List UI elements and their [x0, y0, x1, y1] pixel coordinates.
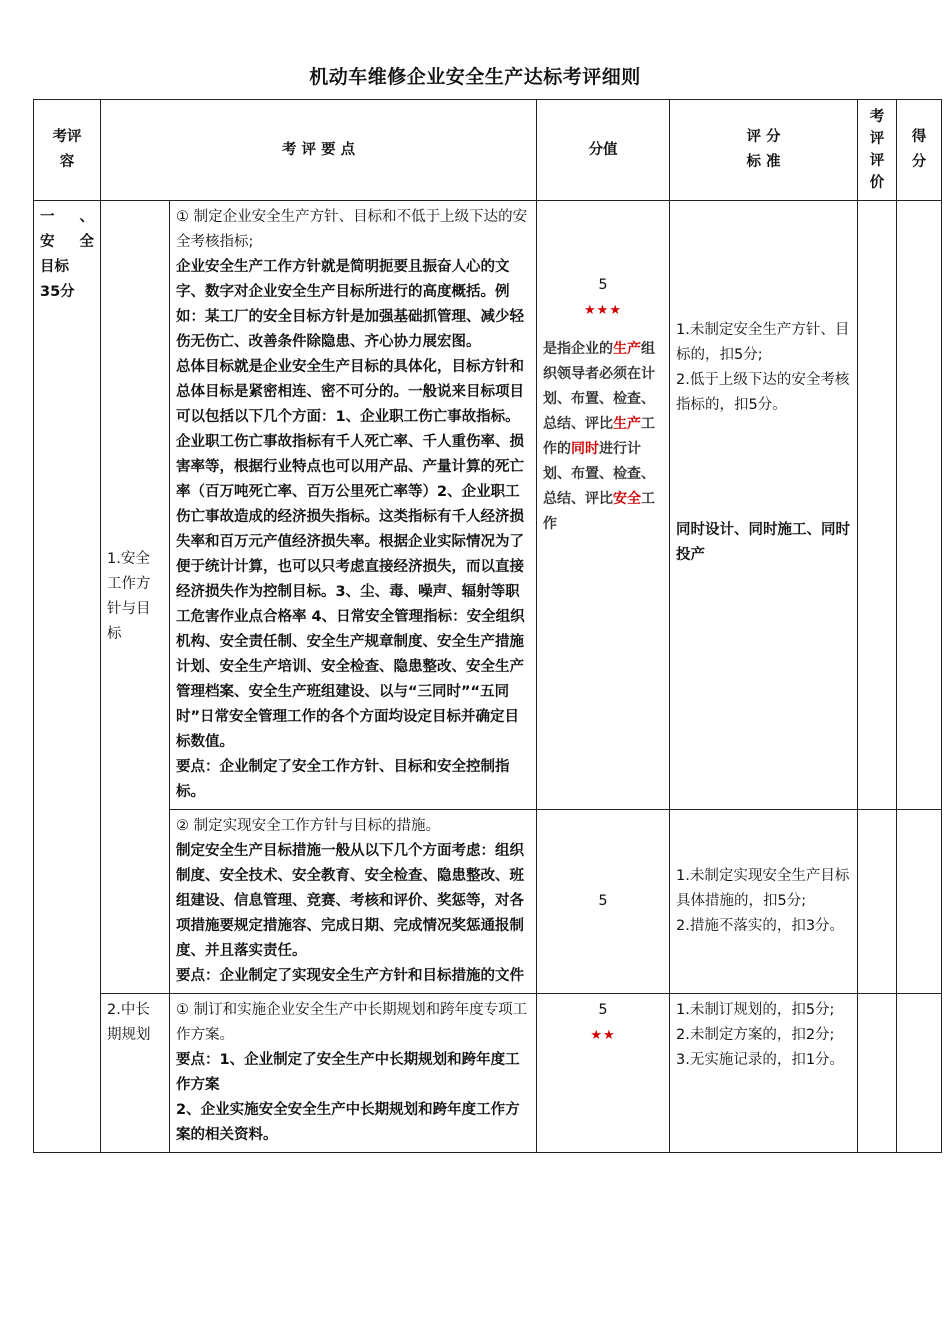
point-cell: ① 制订和实施企业安全生产中长期规划和跨年度专项工作方案。 要点：1、企业制定了安全生产中长期规划和跨年度工作方案 2、企业实施安全安全生产中长期规划和跨年度工作方案的相关资料。 — [170, 994, 537, 1153]
header-score: 分值 — [537, 100, 670, 201]
score-cell — [537, 994, 670, 1153]
category-cell: 一 、 安 全 目标 35分 — [34, 201, 101, 1153]
header-category: 考评容 — [34, 100, 101, 201]
table-row — [34, 201, 942, 810]
evaluation-cell[interactable] — [858, 201, 897, 810]
score-value: 5 — [598, 277, 608, 293]
result-cell[interactable] — [897, 810, 942, 994]
criteria-cell: 1.未制定实现安全生产目标具体措施的，扣5分; 2.措施不落实的，扣3分。 — [670, 810, 858, 994]
result-cell[interactable] — [897, 201, 942, 810]
evaluation-cell[interactable] — [858, 994, 897, 1153]
point-cell: ② 制定实现安全工作方针与目标的措施。 制定安全生产目标措施一般从以下几个方面考虑：组织制度、安全技术、安全教育、安全检查、隐患整改、班组建设、信息管理、竞赛、考核和评价、奖惩等，对各项措施要规定措施容、完成日期、完成情况奖惩通报制度、并且落实责任。 要点：企业制定了实现安全生产方针和目标措施的文件 — [170, 810, 537, 994]
evaluation-table — [33, 99, 942, 1153]
header-criteria: 评 分 标 准 — [670, 100, 858, 201]
point-cell: ① 制定企业安全生产方针、目标和不低于上级下达的安全考核指标; 企业安全生产工作方针就是简明扼要且振奋人心的文字、数字对企业安全生产目标所进行的高度概括。例如：某工厂的安全目标方针是加强基础抓管理、减少轻伤无伤亡、改善条件除隐患、齐心协力展宏图。 总体目标就是企业安全生产目标的具体化，目标方针和总体目标是紧密相连、密不可分的。一般说来目标项目可以包括以下几个方面：1、企业职工伤亡事故指标。企业职工伤亡事故指标有千人死亡率、千人重伤率、损害率等，根据行业特点也可以用产品、产量计算的死亡率（百万吨死亡率、百万公里死亡率等）2、企业职工伤亡事故造成的经济损失指标。这类指标有千人经济损失率和百万元产值经济损失率。根据企业实际情况为了便于统计计算，也可以只考虑直接经济损失，而以直接经济损失作为控制目标。3、尘、毒、噪声、辐射等职工危害作业点合格率 4、日常安全管理指标：安全组织机构、安全责任制、安全生产规章制度、安全生产措施计划、安全生产培训、安全检查、隐患整改、安全生产管理档案、安全生产班组建设、以与“三同时”“五同时”日常安全管理工作的各个方面均设定目标并确定目标数值。 要点：企业制定了安全工作方针、目标和安全控制指标。 — [170, 201, 537, 810]
header-result: 得分 — [897, 100, 942, 201]
star-rating: ★★★ — [584, 303, 622, 318]
table-row — [34, 994, 942, 1153]
criteria-note: 同时设计、同时施工、同时投产 — [676, 521, 850, 563]
score-value: 5 — [598, 893, 608, 909]
score-cell — [537, 810, 670, 994]
table-row — [34, 810, 942, 994]
subcategory-cell: 2.中长期规划 — [101, 994, 170, 1153]
criteria-cell: 1.未制定安全生产方针、目标的，扣5分; 2.低于上级下达的安全考核指标的，扣5分。 同时设计、同时施工、同时投产 — [670, 201, 858, 810]
header-points: 考 评 要 点 — [101, 100, 537, 201]
subcategory-cell: 1.安全工作方针与目标 — [101, 201, 170, 994]
table-header-row — [34, 100, 942, 201]
result-cell[interactable] — [897, 994, 942, 1153]
header-evaluation: 考 评 评 价 — [858, 100, 897, 201]
criteria-cell: 1.未制订规划的，扣5分; 2.未制定方案的，扣2分; 3.无实施记录的，扣1分。 — [670, 994, 858, 1153]
document-title: 机动车维修企业安全生产达标考评细则 — [309, 66, 641, 88]
score-note: 是指企业的生产组织领导者必须在计划、布置、检查、总结、评比生产工作的同时进行计划、布置、检查、总结、评比安全工作 — [543, 341, 655, 532]
evaluation-cell[interactable] — [858, 810, 897, 994]
star-rating: ★★ — [590, 1028, 616, 1043]
score-cell — [537, 201, 670, 810]
score-value: 5 — [598, 1002, 608, 1018]
